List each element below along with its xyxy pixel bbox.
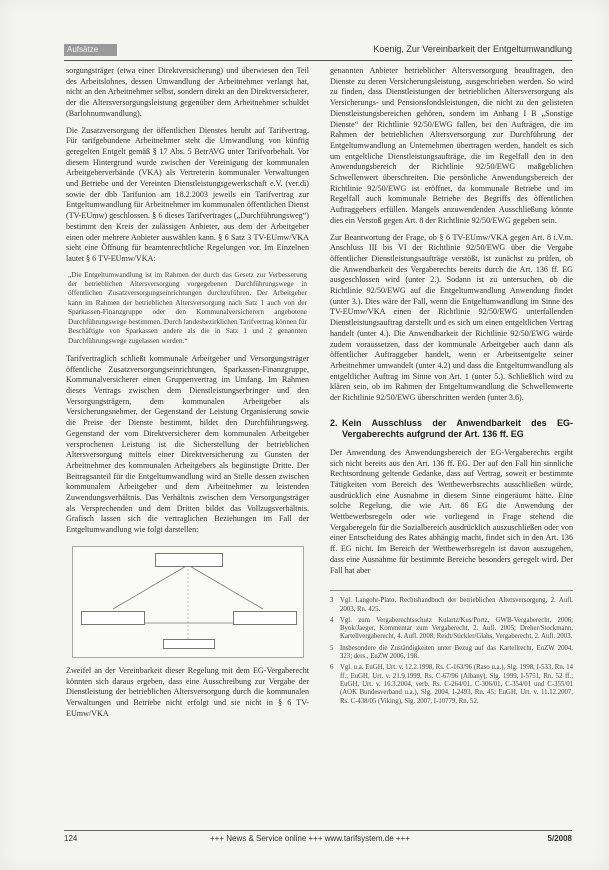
header-rule (64, 60, 572, 61)
heading-number: 2. (330, 417, 338, 428)
paragraph: Die Zusatzversorgung der öffentlichen Dienstes beruht auf Tarifvertrag. Für tarifgebundene Arbeitnehmer steht die Umwandlung von künftig geregelten Entgelt gemäß § 17 Abs. 5 BetrAVG unter Tarifvorbehalt. Vor diesem Hintergrund wurde zwischen der Vereinigung der kommunalen Arbeitgeberverbände (VKA) als Vertreterin kommunaler Verwaltungen und Betriebe und der Vereinten Dienstleistungsgewerkschaft e.V. (ver.di) sowie der dbb Tarifunion am 18.2.2003 jeweils ein Tarifvertrag zur Entgeltumwandlung für Arbeitnehmer im kommunalen öffentlichen Dienst (TV-EUmw) geschlossen. § 6 dieses Tarifvertrages („Durchführungsweg“) bestimmt den Kreis der zulässigen Anbieter, aus dem der Arbeitgeber einen oder mehrere Anbieter auswählen kann. § 6 Satz 3 TV-EUmw/VKA sieht eine Öffnung für beamtenrechtliche Regelungen vor. Im Einzelnen lautet § 6 TV-EUmw/VKA: (66, 125, 309, 263)
issue-number: 5/2008 (547, 834, 572, 843)
paragraph: genannten Anbieter betrieblicher Altersversorgung beauftragen, den Dienste zu deren Versicherungsleistung, ausgeschrieben werden. So wird zu finden, dass Dienstleistungen der betrieblichen Altersversorgung als Versicherungs- und Pensionsfondsleistungen, die nicht zu den gelisteten Dienstleistungsbereichen gehören, sondern im Anhang I B „Sonstige Dienste“ der Richtlinie 92/50/EWG fallen, bei den Aufträgen, die im Rahmen der betrieblichen Altersversorgung zur Durchführung der Entgeltumwandlung an Unternehmen übertragen werden, handelt es sich um entgeltliche Dienstleistungsaufträge, die im Regelfall den in den Anwendungsbereich der Richtlinie 92/50/EWG maßgeblichen Schwellenwert überschreiten. Die persönliche Anwendungsbereich der Richtlinie 92/50/EWG ist eröffnet, da kommunale Betriebe und im Regelfall auch kommunale Betriebe des Begriffs des öffentlichen Auftraggebers erfüllen. Mangels anzuwendenden Ausschließung könnte dies ein Verstoß gegen Art. 8 der Richtlinie 92/50/EWG gegeben sein. (330, 66, 573, 225)
footnote (330, 617, 573, 642)
footnote-number: 5 (330, 644, 334, 652)
footer-link-text: +++ News & Service online +++ www.tarifsystem.de +++ (210, 834, 410, 843)
paragraph: Zur Beantwortung der Frage, ob § 6 TV-EUmw/VKA gegen Art. 8 i.V.m. Anschluss III bis VI der Richtlinie 92/50/EWG über die Vergabe öffentlicher Dienstleistungsaufträge verstößt, ist zunächst zu prüfen, ob die Anwendbarkeit des Vergaberechts bereits durch die Art. 136 ff. EG ausgeschlossen wird (unter 2.). Sodann ist zu untersuchen, ob die Richtlinie 92/50/EWG auf die Entgeltumwandlung Anwendung findet (unter 3.). Dies wäre der Fall, wenn die Entgeltumwandlung im Sinne des TV-EUmw/VKA einen der Richtlinie 92/50/EWG unterfallenden Dienstleistungsauftrag darstellt und es sich um einen entgeltlichen Vertrag handelt (unter 4.). Die Anwendbarkeit der Richtlinie 92/50/EWG würde zudem voraussetzen, dass der kommunale Arbeitgeber auch dann als öffentlicher Auftraggeber handelt, wenn er Arbeitsentgelte seiner Arbeitnehmer umwandelt (unter 4.2) und dass die Entgeltumwandlung als entgeltlicher Auftrag im Sinne von Art. 1 (unter 5.). Schließlich wird zu klären sein, ob im Rahmen der Entgeltumwandlung die Schwellenwerte der Richtlinie 92/50/EWG überschritten werden (unter 3.6). (330, 232, 573, 403)
quoted-regulation: „Die Entgeltumwandlung ist im Rahmen der durch das Gesetz zur Verbesserung der betrieblichen Altersversorgung vorgegebenen Durchführungswege in öffentlichen Zusatzversorgungseinrichtungen durchzuführen. Der Arbeitgeber kann im Rahmen der betrieblichen Altersversorgung nach Satz 1 auch von der Sparkassen-Finanzgruppe oder den Kommunalversicherern angebotene Durchführungswege bestimmen. Durch landesbezirklichen Tarifvertrag können für Beschäftigte von Sparkassen andere als die in Satz 1 und 2 genannten Durchführungswege zugelassen werden.“ (68, 270, 307, 345)
heading-text: Kein Ausschluss der Anwendbarkeit des EG-Vergaberechts aufgrund der Art. 136 ff. EG (342, 417, 573, 439)
footnotes (330, 590, 573, 706)
footnote (330, 645, 573, 662)
footnote-text: Insbesondere die Zuständigkeiten unter Bezug auf das Kartellrecht, EuZW 2004, 323; ders., EuZW 2006, 198. (340, 644, 573, 661)
running-head: Koenig, Zur Vereinbarkeit der Entgeltumwandlung (373, 44, 572, 54)
page-header (64, 44, 572, 60)
footnote-text: Vgl. u.a. EuGH, Urt. v. 12.2.1998, Rs. C-163/96 (Raso u.a.), Slg. 1998, I-533, Rn. 14 ff.; EuGH, Urt. v. 21.9.1999, Rs. C-67/96 (Albany), Slg. 1999, I-5751, Rn. 52 ff.; EuGH, Urt. v. 16.3.2004, verb. Rs. C-264/01, C-306/01, C-354/01 und C-355/01 (AOK Bundesverband u.a.), Slg. 2004, I-2493, Rn. 45; EuGH, Urt. v. 11.12.2007, Rs. C-438/05 (Viking), Slg. 2007, I-10779, Rn. 52. (340, 664, 573, 705)
right-column (330, 66, 573, 826)
footnote (330, 597, 573, 614)
diagram-box-bottom (163, 639, 215, 649)
footnote-number: 6 (330, 664, 334, 672)
page-number: 124 (64, 834, 78, 843)
page-footer (64, 830, 572, 845)
contract-relationship-diagram (72, 546, 304, 658)
footnote (330, 664, 573, 705)
footnote-number: 4 (330, 616, 334, 624)
footnote-number: 3 (330, 597, 334, 605)
diagram-box-provider (155, 553, 223, 567)
footnote-text: Vgl. zum Vergaberechtsschutz Kulartz/Kus/Portz, GWB-Vergaberecht, 2006; Byok/Jaeger, Kommentar zum Vergaberecht, 2. Aufl. 2005; Dreher/Stockmann, Kartellvergaberecht, 4. Aufl. 2008; Reidt/Stickler/Glahs, Vergaberecht, 2. Aufl. 2003. (340, 616, 573, 641)
section-tab: Aufsätze (64, 44, 117, 56)
paragraph: Der Anwendung des Anwendungsbereich der EG-Vergaberechts ergibt sich nicht bereits aus den Art. 136 ff. EG. Der auf den Fall hin sinnliche Rechtsordnung geltende Gedanke, dass auf Vertrag, soweit er bestimmte Tätigkeiten vom Bereich des Wettbewerbsrechts ausschließen würde, ausdrücklich eine Ausnahme in diesem Sinne eingeräumt hätte. Eine solche Regelung, die wie Art. 86 EG die Anwendung der Wettbewerbsregeln oder wie vorliegend in Frage stehend die Vergaberegeln für die Sozialbereich ausdrücklich auszuschließen oder von einer Entscheidung des Rates abhängig macht, findet sich in den Art. 136 ff. EG nicht. Im Bereich der Wettbewerbsregeln ist davon auszugehen, dass eine Ausnahme für bestimmte Bereiche besonders geregelt wird. Der Fall hat aber (330, 447, 573, 575)
paragraph: Tarifvertraglich schließt kommunale Arbeitgeber und Versorgungsträger öffentliche Zusatzversorgungseinrichtungen, Sparkassen-Finanzgruppe, Kommunalversicherer einen Gruppenvertrag im Umfang. Im Rahmen dieses Vertrags zwischen dem Dienstleistungserbringer und den Versorgungsträgern, dem kommunalen Arbeitgeber als Versicherungsnehmer, der Gegenstand der Leistung Organisierung sowie die Preise der Dienste bestimmt, bildet den Durchführungsweg. Gegenstand der vom Direktversicherer dem kommunalen Arbeitgeber versprochenen Leistung ist die Sicherstellung der betrieblichen Altersversorgung mittels einer Direktversicherung zu Gunsten der Arbeitnehmer des kommunalen Arbeitgebers als begünstigte Dritte. Der Beitragsanteil für die Entgeltumwandlung wird an Stelle dessen zwischen kommunalem Arbeitgeber und dem Arbeitnehmer zu leistenden Zuwendungsverhältnis. Das Verhältnis zwischen dem Versorgungsträger als Versprechenden und dem Dritten bildet das Vollzugsverhältnis. Grafisch lassen sich die vertraglichen Beziehungen im Fall der Entgeltumwandlung wie folgt darstellen: (66, 353, 309, 535)
diagram-box-employee (233, 611, 297, 625)
paragraph: sorgungsträger (etwa einer Direktversicherung) und überwiesen den Teil des Arbeitslohnes, dessen Umwandlung der Arbeitnehmer verlangt hat, nicht an den Arbeitnehmer selbst, sondern direkt an den Direktversicherer, der die Altersversorgungsleistung gegenüber dem Arbeitnehmer schuldet (Barlohnumwandlung). (66, 66, 309, 118)
footnote-text: Vgl. Langohr-Plato, Rechtshandbuch der betrieblichen Altersversorgung, 2. Aufl. 2003, Rn. 425. (340, 597, 573, 613)
left-column (66, 66, 309, 826)
paragraph: Zweifel an der Vereinbarkeit dieser Regelung mit dem EG-Vergaberecht könnten sich daraus ergeben, dass eine Ausschreibung zur Vergabe der Dienstleistung der betrieblichen Altersversorgung durch die kommunalen Verwaltungen und Betriebe nicht erfolgt und sie nicht in § 6 TV-EUmw/VKA (66, 665, 309, 718)
diagram-box-employer (81, 611, 145, 625)
section-heading (330, 418, 573, 440)
